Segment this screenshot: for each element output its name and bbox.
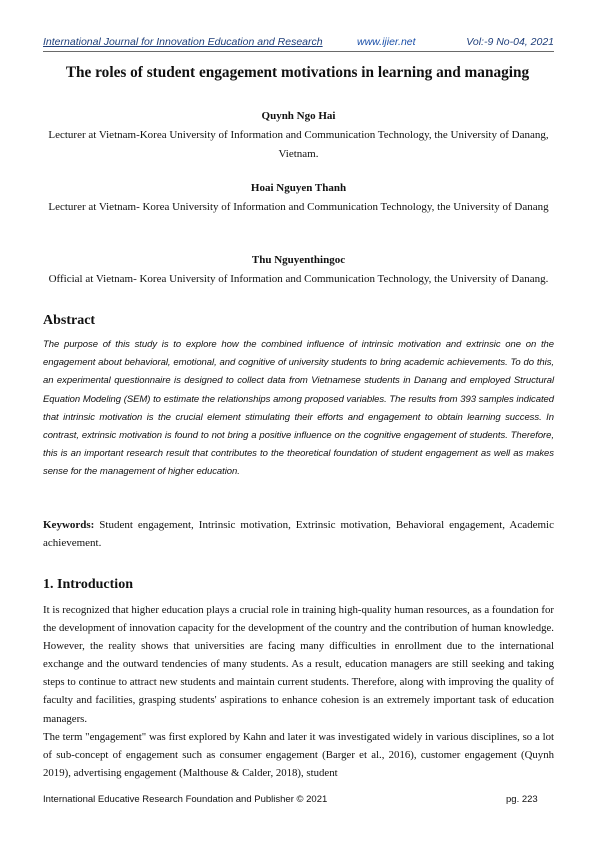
introduction-body <box>43 601 554 782</box>
keywords-list: Student engagement, Intrinsic motivation, Extrinsic motivation, Behavioral engagement, Academic achievement. <box>43 519 554 549</box>
author-block-3 <box>43 251 554 289</box>
page-number: pg. 223 <box>506 794 538 805</box>
author-affiliation: Official at Vietnam- Korea University of Information and Communication Technology, the University of Danang. <box>48 273 549 285</box>
header-rule <box>43 51 554 52</box>
author-block-2 <box>43 179 554 217</box>
paper-title: The roles of student engagement motivations in learning and managing <box>65 64 530 81</box>
keywords-label: Keywords: <box>43 519 95 531</box>
intro-paragraph-2: The term "engagement" was first explored by Kahn and later it was investigated widely in various disciplines, so a lot of sub-concept of engagement such as consumer engagement (Barger et al., 2016), customer engagement (Quynh 2019), advertising engagement (Malthouse & Calder, 2018), student <box>43 730 554 779</box>
author-block-1 <box>43 107 554 164</box>
introduction-heading: 1. Introduction <box>43 577 133 592</box>
publisher-credit: International Educative Research Foundation and Publisher © 2021 <box>43 794 328 805</box>
author-name: Thu Nguyenthingoc <box>251 254 346 266</box>
keywords <box>43 516 554 552</box>
volume-issue: Vol:-9 No-04, 2021 <box>466 36 554 48</box>
page-footer <box>43 794 554 808</box>
abstract-heading: Abstract <box>43 313 96 328</box>
author-name: Quynh Ngo Hai <box>261 110 336 122</box>
intro-paragraph-1: It is recognized that higher education plays a crucial role in training high-quality human resources, as a foundation for the development of innovation capacity for the development of the country and the contribution of human knowledge. However, the reality shows that universities are facing many difficulties in enrollment due to the international exchange and the outward tendencies of many students. As a result, education managers are still seeking and taking steps to continue to attract new students and maintain current students. Therefore, along with improving the quality of faculty and facilities, grasping students' aspirations to enhance cohesion is an extremely important task of education managers. <box>43 604 554 725</box>
author-affiliation: Lecturer at Vietnam- Korea University of Information and Communication Technology, the University of Danang <box>48 201 549 213</box>
journal-website-link[interactable]: www.ijier.net <box>357 36 416 48</box>
author-affiliation: Lecturer at Vietnam-Korea University of Information and Communication Technology, the University of Danang, Vietnam. <box>48 129 549 160</box>
running-header <box>43 36 554 50</box>
abstract-text: The purpose of this study is to explore how the combined influence of intrinsic motivation and extrinsic one on the engagement about behavioral, emotional, and cognitive of university students to bring academic achievements. To do this, an experimental questionnaire is designed to collect data from Vietnamese students in Danang and employed Structural Equation Modeling (SEM) to estimate the relationships among proposed variables. The results from 393 samples indicated that intrinsic motivation is the crucial element stimulating their efforts and engagement to obtain learning success. In contrast, extrinsic motivation is found to not bring a positive influence on the cognitive engagement of students. Therefore, this is an important research result that contributes to the theoretical foundation of student engagement as well as makes sense for the management of higher education. <box>43 339 554 478</box>
journal-name: International Journal for Innovation Education and Research <box>43 36 323 48</box>
author-name: Hoai Nguyen Thanh <box>250 182 347 194</box>
